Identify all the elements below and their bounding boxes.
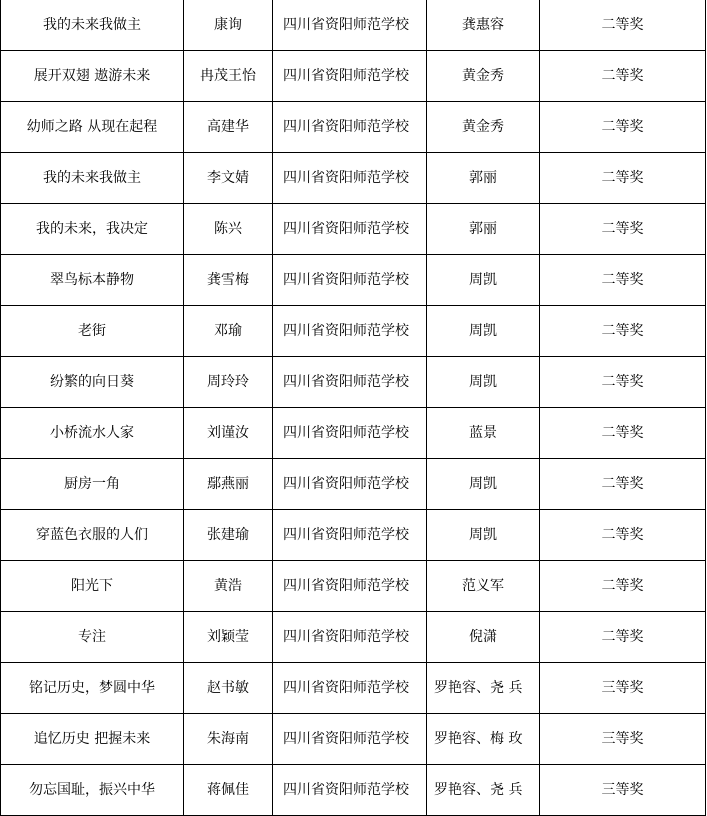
author-cell: 康询 bbox=[184, 0, 273, 51]
award-cell: 二等奖 bbox=[540, 0, 706, 51]
award-cell: 二等奖 bbox=[540, 204, 706, 255]
teacher-cell: 范义军 bbox=[427, 561, 540, 612]
teacher-cell: 黄金秀 bbox=[427, 102, 540, 153]
award-cell: 二等奖 bbox=[540, 510, 706, 561]
entry-title-cell: 穿蓝色衣服的人们 bbox=[1, 510, 184, 561]
award-cell: 二等奖 bbox=[540, 306, 706, 357]
award-cell: 三等奖 bbox=[540, 663, 706, 714]
school-cell: 四川省资阳师范学校 bbox=[273, 357, 427, 408]
award-cell: 二等奖 bbox=[540, 357, 706, 408]
school-cell: 四川省资阳师范学校 bbox=[273, 204, 427, 255]
author-cell: 陈兴 bbox=[184, 204, 273, 255]
entry-title-cell: 专注 bbox=[1, 612, 184, 663]
school-cell: 四川省资阳师范学校 bbox=[273, 0, 427, 51]
award-cell: 二等奖 bbox=[540, 102, 706, 153]
author-cell: 刘谨汝 bbox=[184, 408, 273, 459]
entry-title-cell: 我的未来，我决定 bbox=[1, 204, 184, 255]
author-cell: 张建瑜 bbox=[184, 510, 273, 561]
table-row bbox=[1, 153, 706, 204]
entry-title-cell: 阳光下 bbox=[1, 561, 184, 612]
teacher-cell: 周凯 bbox=[427, 357, 540, 408]
teacher-cell: 蓝景 bbox=[427, 408, 540, 459]
entry-title-cell: 翠鸟标本静物 bbox=[1, 255, 184, 306]
school-cell: 四川省资阳师范学校 bbox=[273, 765, 427, 816]
entry-title-cell: 老街 bbox=[1, 306, 184, 357]
teacher-cell: 周凯 bbox=[427, 255, 540, 306]
school-cell: 四川省资阳师范学校 bbox=[273, 306, 427, 357]
author-cell: 朱海南 bbox=[184, 714, 273, 765]
entry-title-cell: 小桥流水人家 bbox=[1, 408, 184, 459]
teacher-cell: 罗艳容、尧 兵 bbox=[427, 663, 540, 714]
school-cell: 四川省资阳师范学校 bbox=[273, 510, 427, 561]
table-row bbox=[1, 561, 706, 612]
teacher-cell: 郭丽 bbox=[427, 153, 540, 204]
school-cell: 四川省资阳师范学校 bbox=[273, 663, 427, 714]
teacher-cell: 龚惠容 bbox=[427, 0, 540, 51]
table-row bbox=[1, 714, 706, 765]
school-cell: 四川省资阳师范学校 bbox=[273, 714, 427, 765]
teacher-cell: 罗艳容、梅 玫 bbox=[427, 714, 540, 765]
author-cell: 蒋佩佳 bbox=[184, 765, 273, 816]
author-cell: 赵书敏 bbox=[184, 663, 273, 714]
teacher-cell: 黄金秀 bbox=[427, 51, 540, 102]
table-row bbox=[1, 765, 706, 816]
entry-title-cell: 我的未来我做主 bbox=[1, 153, 184, 204]
table-row bbox=[1, 612, 706, 663]
entry-title-cell: 纷繁的向日葵 bbox=[1, 357, 184, 408]
entry-title-cell: 厨房一角 bbox=[1, 459, 184, 510]
entry-title-cell: 勿忘国耻，振兴中华 bbox=[1, 765, 184, 816]
entry-title-cell: 展开双翅 遨游未来 bbox=[1, 51, 184, 102]
award-cell: 二等奖 bbox=[540, 153, 706, 204]
author-cell: 高建华 bbox=[184, 102, 273, 153]
author-cell: 李文婧 bbox=[184, 153, 273, 204]
award-cell: 三等奖 bbox=[540, 765, 706, 816]
teacher-cell: 周凯 bbox=[427, 510, 540, 561]
school-cell: 四川省资阳师范学校 bbox=[273, 153, 427, 204]
table-row bbox=[1, 663, 706, 714]
author-cell: 鄢燕丽 bbox=[184, 459, 273, 510]
school-cell: 四川省资阳师范学校 bbox=[273, 408, 427, 459]
school-cell: 四川省资阳师范学校 bbox=[273, 612, 427, 663]
entry-title-cell: 幼师之路 从现在起程 bbox=[1, 102, 184, 153]
award-cell: 二等奖 bbox=[540, 255, 706, 306]
school-cell: 四川省资阳师范学校 bbox=[273, 459, 427, 510]
entry-title-cell: 铭记历史，梦圆中华 bbox=[1, 663, 184, 714]
table-row bbox=[1, 255, 706, 306]
author-cell: 周玲玲 bbox=[184, 357, 273, 408]
award-cell: 三等奖 bbox=[540, 714, 706, 765]
table-row bbox=[1, 102, 706, 153]
award-cell: 二等奖 bbox=[540, 408, 706, 459]
entry-title-cell: 我的未来我做主 bbox=[1, 0, 184, 51]
award-cell: 二等奖 bbox=[540, 612, 706, 663]
table-row bbox=[1, 357, 706, 408]
table-row bbox=[1, 0, 706, 51]
table-row bbox=[1, 459, 706, 510]
teacher-cell: 郭丽 bbox=[427, 204, 540, 255]
author-cell: 龚雪梅 bbox=[184, 255, 273, 306]
table-row bbox=[1, 408, 706, 459]
award-cell: 二等奖 bbox=[540, 561, 706, 612]
school-cell: 四川省资阳师范学校 bbox=[273, 255, 427, 306]
table-row bbox=[1, 51, 706, 102]
author-cell: 黄浩 bbox=[184, 561, 273, 612]
author-cell: 冉茂王怡 bbox=[184, 51, 273, 102]
table-row bbox=[1, 204, 706, 255]
teacher-cell: 周凯 bbox=[427, 459, 540, 510]
award-table-body bbox=[1, 0, 706, 816]
table-row bbox=[1, 510, 706, 561]
school-cell: 四川省资阳师范学校 bbox=[273, 102, 427, 153]
teacher-cell: 倪潇 bbox=[427, 612, 540, 663]
award-cell: 二等奖 bbox=[540, 459, 706, 510]
teacher-cell: 周凯 bbox=[427, 306, 540, 357]
author-cell: 邓瑜 bbox=[184, 306, 273, 357]
award-cell: 二等奖 bbox=[540, 51, 706, 102]
school-cell: 四川省资阳师范学校 bbox=[273, 561, 427, 612]
table-row bbox=[1, 306, 706, 357]
teacher-cell: 罗艳容、尧 兵 bbox=[427, 765, 540, 816]
author-cell: 刘颖莹 bbox=[184, 612, 273, 663]
entry-title-cell: 追忆历史 把握未来 bbox=[1, 714, 184, 765]
school-cell: 四川省资阳师范学校 bbox=[273, 51, 427, 102]
